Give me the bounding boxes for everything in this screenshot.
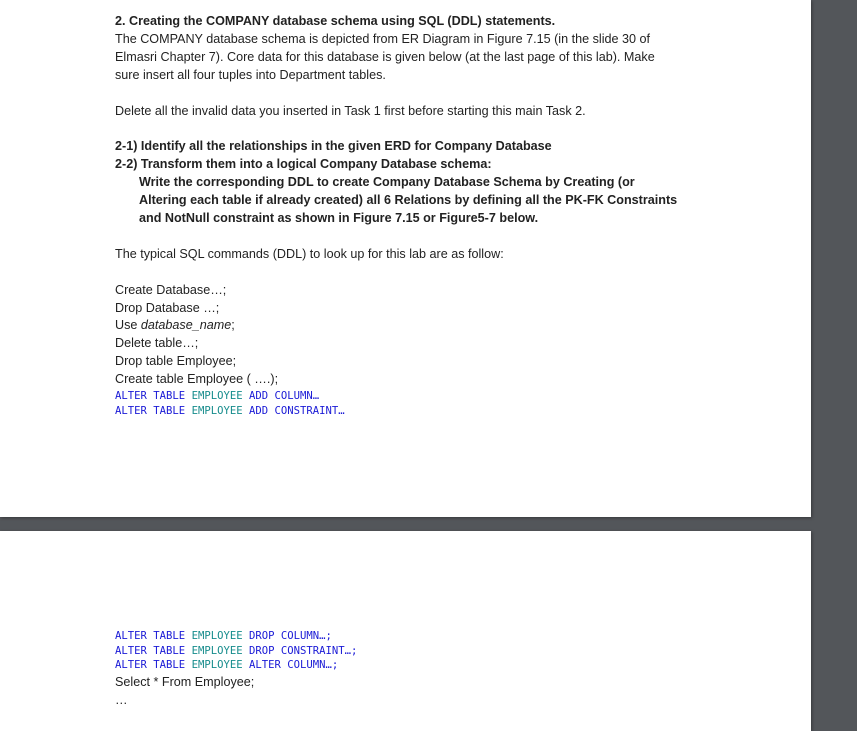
cmd-alter-add-column: ALTER TABLE EMPLOYEE ADD COLUMN… [115,390,320,402]
task2-paragraph-line-1: The COMPANY database schema is depicted from ER Diagram in Figure 7.15 (in the slide 30 of [115,32,651,46]
commands-intro: The typical SQL commands (DDL) to look up for this lab are as follow: [115,247,504,261]
delete-note: Delete all the invalid data you inserted in Task 1 first before starting this main Task 2. [115,104,586,118]
step-2-2-detail-line-2: Altering each table if already created) all 6 Relations by defining all the PK-FK Constraints [139,193,678,207]
task2-heading: 2. Creating the COMPANY database schema using SQL (DDL) statements. [115,14,556,28]
cmd-drop-database: Drop Database …; [115,301,220,315]
step-2-2-detail-line-3: and NotNull constraint as shown in Figure 7.15 or Figure5-7 below. [139,211,539,225]
cmd-alter-add-constraint: ALTER TABLE EMPLOYEE ADD CONSTRAINT… [115,405,345,417]
cmd-create-database: Create Database…; [115,283,227,297]
cmd-use-database: Use database_name; [115,318,235,332]
cmd-create-table: Create table Employee ( ….); [115,372,279,386]
task2-paragraph-line-3: sure insert all four tuples into Department tables. [115,68,386,82]
cmd-alter-alter-column: ALTER TABLE EMPLOYEE ALTER COLUMN…; [115,659,339,671]
cmd-delete-table: Delete table…; [115,336,199,350]
task2-paragraph-line-2: Elmasri Chapter 7). Core data for this database is given below (at the last page of this lab). Make [115,50,655,64]
step-2-2-detail-line-1: Write the corresponding DDL to create Company Database Schema by Creating (or [139,175,635,189]
step-2-1: 2-1) Identify all the relationships in the given ERD for Company Database [115,139,552,153]
cmd-drop-table: Drop table Employee; [115,354,237,368]
document-page-2 [0,531,811,731]
cmd-select: Select * From Employee; [115,675,255,689]
cmd-alter-drop-column: ALTER TABLE EMPLOYEE DROP COLUMN…; [115,630,332,642]
cmd-alter-drop-constraint: ALTER TABLE EMPLOYEE DROP CONSTRAINT…; [115,645,358,657]
ellipsis: … [115,693,128,707]
step-2-2: 2-2) Transform them into a logical Company Database schema: [115,157,492,171]
